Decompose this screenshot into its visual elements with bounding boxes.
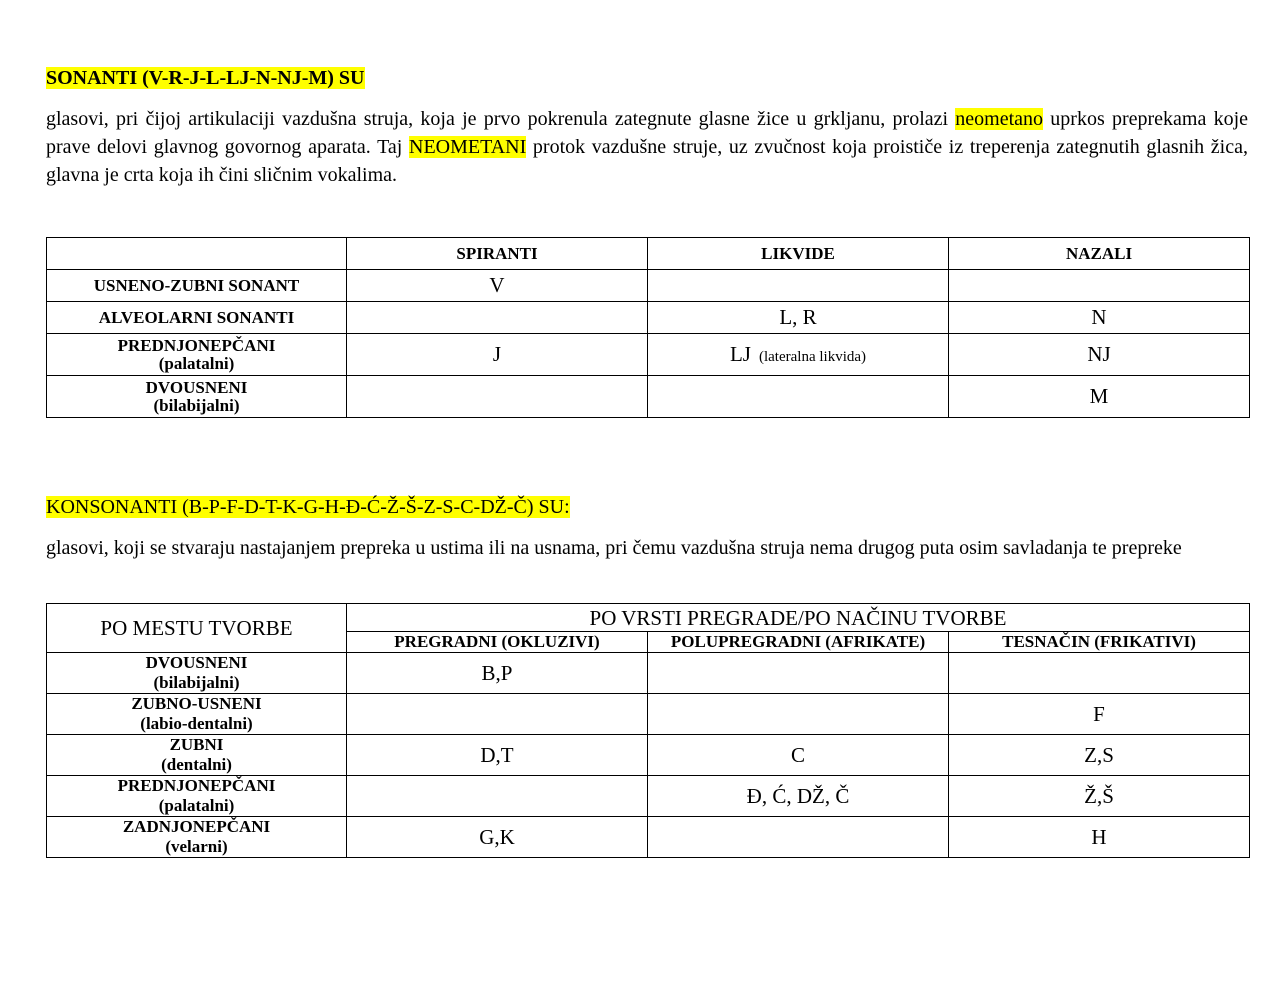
sonanti-paragraph [46, 105, 1248, 189]
cell-okluzivi [347, 776, 648, 817]
cell-likvide [648, 270, 949, 302]
cell-afrikate [648, 653, 949, 694]
cell-likvide: L, R [648, 302, 949, 334]
row-label-text: DVOUSNENI [145, 377, 248, 397]
cell-likvide [648, 376, 949, 418]
konsonanti-heading-text: KONSONANTI (B-P-F-D-T-K-G-H-Đ-Ć-Ž-Š-Z-S-C-DŽ-Č) SU: [46, 496, 570, 518]
sonanti-table [46, 237, 1250, 418]
cell-afrikate: C [648, 735, 949, 776]
cell-spiranti: J [347, 334, 648, 376]
table-row [47, 302, 1250, 334]
sonanti-heading-text: SONANTI (V-R-J-L-LJ-N-NJ-M) SU [46, 67, 365, 89]
konsonanti-table [46, 603, 1250, 858]
row-label-text: DVOUSNENI [145, 653, 248, 672]
table-row [47, 376, 1250, 418]
cell-okluzivi [347, 694, 648, 735]
cell-value: LJ [729, 342, 751, 366]
header-likvide: LIKVIDE [648, 238, 949, 270]
cell-spiranti [347, 302, 648, 334]
row-label [47, 735, 347, 776]
row-label-subtext: (palatalni) [158, 796, 235, 815]
row-label-subtext: (labio-dentalni) [140, 714, 253, 733]
header-okluzivi: PREGRADNI (OKLUZIVI) [347, 632, 648, 653]
cell-nazali: NJ [949, 334, 1250, 376]
cell-frikativi: F [949, 694, 1250, 735]
konsonanti-heading [46, 495, 570, 519]
highlight-neometano: neometano [955, 108, 1044, 130]
row-label-text: ALVEOLARNI SONANTI [98, 307, 295, 327]
cell-nazali: M [949, 376, 1250, 418]
row-label-text: ZUBNI [169, 735, 224, 754]
table-row [47, 334, 1250, 376]
table-row [47, 653, 1250, 694]
row-label [47, 334, 347, 376]
cell-nazali [949, 270, 1250, 302]
cell-frikativi [949, 653, 1250, 694]
row-label [47, 817, 347, 858]
row-label [47, 694, 347, 735]
row-label-text: PREDNJONEPČANI [117, 335, 276, 355]
cell-okluzivi: G,K [347, 817, 648, 858]
cell-okluzivi: B,P [347, 653, 648, 694]
table-header-row [47, 604, 1250, 632]
header-frikativi: TESNAČIN (FRIKATIVI) [949, 632, 1250, 653]
cell-frikativi: Ž,Š [949, 776, 1250, 817]
row-label [47, 302, 347, 334]
para-text: uprkos preprekama koje prave delovi glavnog govornog aparata. Taj [46, 108, 1249, 158]
table-header-row [47, 238, 1250, 270]
row-label-text: ZADNJONEPČANI [122, 817, 271, 836]
cell-frikativi: H [949, 817, 1250, 858]
row-label [47, 376, 347, 418]
cell-spiranti [347, 376, 648, 418]
row-label-subtext: (palatalni) [158, 353, 235, 373]
cell-afrikate [648, 817, 949, 858]
header-nazali: NAZALI [949, 238, 1250, 270]
corner-cell [47, 238, 347, 270]
sonanti-heading [46, 66, 365, 90]
row-label [47, 776, 347, 817]
highlight-neometani: NEOMETANI [409, 136, 527, 158]
row-label-text: USNENO-ZUBNI SONANT [93, 275, 300, 295]
group-header: PO VRSTI PREGRADE/PO NAČINU TVORBE [347, 604, 1250, 632]
cell-afrikate [648, 694, 949, 735]
header-afrikate: POLUPREGRADNI (AFRIKATE) [648, 632, 949, 653]
cell-spiranti: V [347, 270, 648, 302]
konsonanti-paragraph: glasovi, koji se stvaraju nastajanjem prepreka u ustima ili na usnama, pri čemu vazdušna struja nema drugog puta osim savladanja te prepreke [46, 537, 1182, 559]
cell-afrikate: Đ, Ć, DŽ, Č [648, 776, 949, 817]
cell-frikativi: Z,S [949, 735, 1250, 776]
cell-okluzivi: D,T [347, 735, 648, 776]
row-label-subtext: (bilabijalni) [153, 395, 240, 415]
row-label [47, 270, 347, 302]
row-label-subtext: (velarni) [165, 837, 228, 856]
para-text: protok vazdušne struje, uz zvučnost koja proističe iz treperenja zategnutih glasnih žica, glavna je crta koja ih čini sličnim vokalima. [46, 136, 1248, 186]
header-spiranti: SPIRANTI [347, 238, 648, 270]
row-label-text: PREDNJONEPČANI [117, 776, 276, 795]
para-text: glasovi, pri čijoj artikulaciji vazdušna struja, koja je prvo pokrenula zategnute glasne žice u grkljanu, prolazi [46, 108, 956, 130]
corner-cell: PO MESTU TVORBE [47, 604, 347, 653]
table-row [47, 817, 1250, 858]
cell-likvide [648, 334, 949, 376]
table-row [47, 694, 1250, 735]
table-row [47, 270, 1250, 302]
cell-nazali: N [949, 302, 1250, 334]
row-label-text: ZUBNO-USNENI [131, 694, 262, 713]
row-label-subtext: (dentalni) [161, 755, 232, 774]
table-row [47, 776, 1250, 817]
row-label-subtext: (bilabijalni) [153, 673, 240, 692]
table-row [47, 735, 1250, 776]
cell-note: (lateralna likvida) [758, 349, 867, 365]
row-label [47, 653, 347, 694]
